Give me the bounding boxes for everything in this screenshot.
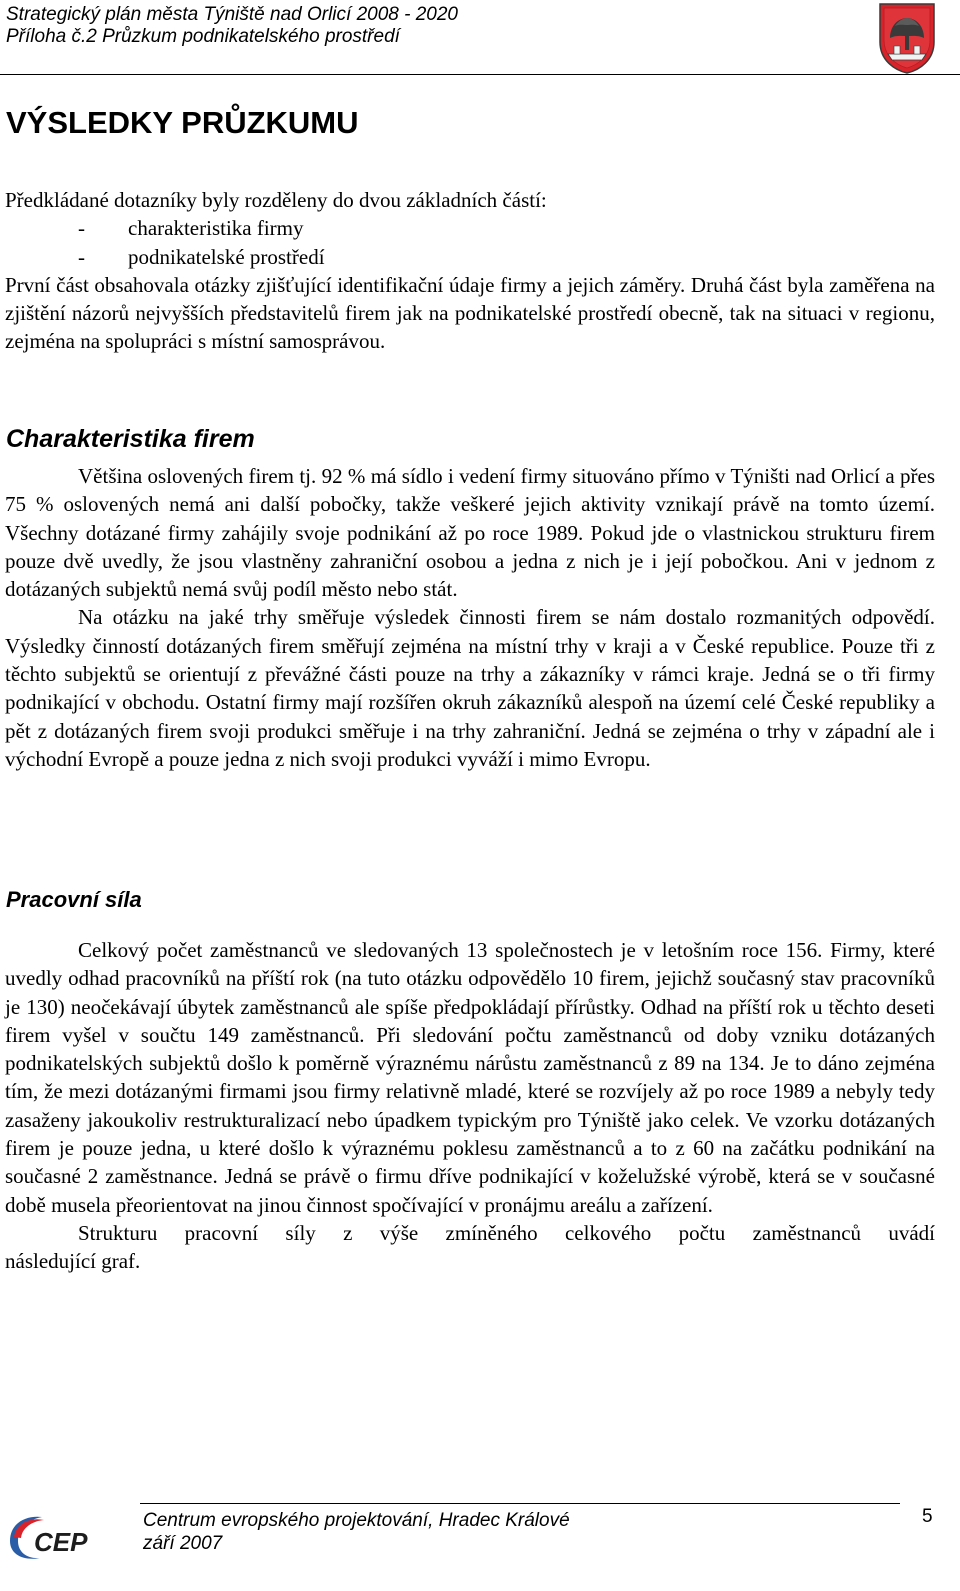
cep-logo-icon bbox=[4, 1511, 116, 1561]
section2-body bbox=[5, 936, 935, 1276]
section1-paragraph-1: Většina oslovených firem tj. 92 % má sídlo i vedení firmy situováno přímo v Týništi nad Orlicí a přes 75 % oslovených nemá ani další pobočky, takže veškeré jejich aktivity vznikají právě na tomto území. Všechny dotázané firmy zahájily svoje podnikání až po roce 1989. Pokud jde o vlastnickou strukturu firem pouze dvě uvedly, že jsou vlastněny zahraniční osobou a jedna z nich je i její pobočkou. Ani v jednom z dotázaných subjektů nemá svůj podíl město nebo stát. bbox=[5, 464, 935, 602]
intro-paragraph: První část obsahovala otázky zjišťující identifikační údaje firmy a jejich záměry. Druhá část byla zaměřena na zjištění názorů nejvyšších představitelů firem jak na podnikatelské prostředí obecně, tak na situaci v regionu, zejména na spolupráci s místní samosprávou. bbox=[5, 272, 935, 354]
section1-paragraph-2: Na otázku na jaké trhy směřuje výsledek činnosti firem se nám dostalo rozmanitých odpovědí. Výsledky činností dotázaných firem směřují zejména na místní trhy v kraji a v České republice. Pouze tři z těchto subjektů se orientují z převážné části pouze na trhy a zákazníky v rámci kraje. Jedná se o tři firmy podnikající v obchodu. Ostatní firmy mají rozšířen okruh zákazníků alespoň na území celé České republiky a pět z dotázaných firem svoji produkci směřuje i na trhy zahraniční. Jedná se zejména o trhy v západní ale i východní Evropě a pouze jedna z nich svoji produkci vyváží i mimo Evropu. bbox=[5, 605, 935, 771]
footer-divider bbox=[140, 1503, 900, 1504]
section-heading-charakteristika: Charakteristika firem bbox=[6, 425, 255, 453]
header-title: Strategický plán města Týniště nad Orlicí 2008 - 2020 bbox=[6, 4, 459, 25]
section2-paragraph-2-line1: Strukturu pracovní síly z výše zmíněného celkového počtu zaměstnanců uvádí bbox=[78, 1220, 935, 1245]
footer-info bbox=[143, 1509, 570, 1555]
footer-organization: Centrum evropského projektování, Hradec Králové bbox=[143, 1510, 570, 1531]
footer-date: září 2007 bbox=[143, 1533, 223, 1554]
header-subtitle: Příloha č.2 Průzkum podnikatelského prostředí bbox=[6, 26, 400, 47]
cep-logo-text: CEP bbox=[34, 1527, 88, 1557]
town-crest-icon bbox=[878, 2, 936, 74]
section-heading-pracovni-sila: Pracovní síla bbox=[6, 887, 142, 912]
intro-lead: Předkládané dotazníky byly rozděleny do dvou základních částí: bbox=[5, 188, 547, 212]
header-divider bbox=[0, 74, 960, 75]
section1-body bbox=[5, 462, 935, 773]
section2-paragraph-1: Celkový počet zaměstnanců ve sledovaných 13 společnostech je v letošním roce 156. Firmy, které uvedly odhad pracovníků na příští rok (na tuto otázku odpovědělo 10 firem, jejichž současný stav pracovníků je 130) neočekávají úbytek zaměstnanců ale spíše předpokládají přírůstky. Odhad na příští rok u těchto deseti firem vyšel v součtu 149 zaměstnanců. Při sledování počtu zaměstnanců od doby vzniku dotázaných podnikatelských subjektů došlo k poměrně výraznému nárůstu zaměstnanců z 89 na 134. Je to dáno zejména tím, že mezi dotázanými firmami jsou firmy relativně mladé, které se rozvíjely až po roce 1989 a nebyly tedy zasaženy jakoukoliv restrukturalizací nebo úpadkem typickým pro Týniště jako celek. Ve vzorku dotázaných firem je pouze jedna, u které došlo k výraznému poklesu zaměstnanců a to z 60 na začátku podnikání na současné 2 zaměstnance. Jedná se právě o firmu dříve podnikající v koželužské výrobě, která se v současné době musela přeorientovat na jinou činnost spočívající v pronájmu areálu a zařízení. bbox=[5, 938, 935, 1217]
section2-paragraph-2-line2: následující graf. bbox=[5, 1249, 141, 1274]
intro-section bbox=[5, 186, 935, 356]
page-number: 5 bbox=[922, 1506, 933, 1527]
intro-list-item-text: podnikatelské prostředí bbox=[128, 244, 325, 269]
intro-list-item-text: charakteristika firmy bbox=[128, 216, 304, 241]
intro-list-item: - charakteristika firmy bbox=[78, 216, 304, 241]
page-title: VÝSLEDKY PRŮZKUMU bbox=[6, 105, 359, 140]
intro-list-item: - podnikatelské prostředí bbox=[78, 244, 325, 269]
document-header bbox=[6, 4, 458, 48]
